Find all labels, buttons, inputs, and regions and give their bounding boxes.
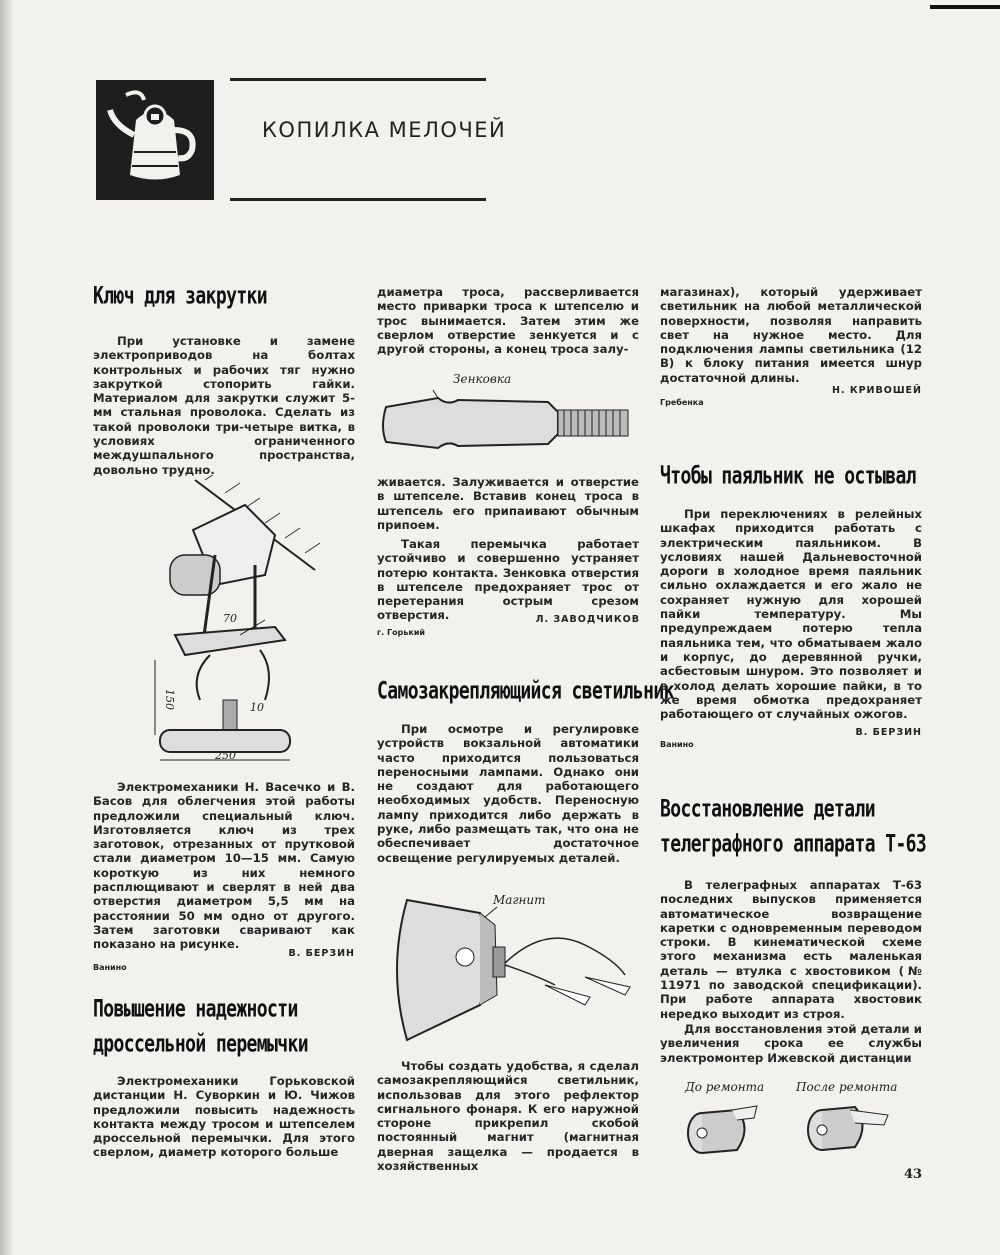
dimension-150: 150 xyxy=(163,689,176,710)
page-spine-shadow xyxy=(0,0,14,1255)
article-key-paragraph-1: При установке и замене электроприводов на болтах контрольных и рабочих тяг нужно закруткой стопорить гайки. Материалом для закрутки служит 5-мм стальная проволока. Сделать из такой проволоки три-четыре витка, в условиях ограниченного междушпального пространства, довольно трудно. xyxy=(93,334,355,477)
top-edge-mark xyxy=(930,5,1000,9)
article-jumper-paragraph-4: Такая перемычка работает устойчиво и совершенно устраняет потерю контакта. Зенковка отверстия в штепселе предохраняет трос от перетерания острым срезом отверстия. xyxy=(377,537,639,623)
article-title-jumper-line-1: Повышение надежности xyxy=(93,995,298,1024)
article-title-jumper-line-2: дроссельной перемычки xyxy=(93,1030,308,1059)
article-jumper-paragraph-3: живается. Залуживается и отверстие в штепселе. Вставив конец троса в штепсель его припаивают обычным припоем. xyxy=(377,475,639,532)
lamp-figure xyxy=(385,885,640,1055)
article-iron-paragraph-1: При переключениях в релейных шкафах приходится работать с электрическим паяльником. В условиях нашей Дальневосточной дороги в холодное время паяльник сильно охлаждается и его жало не сохраняет нужную для хорошей пайки температуру. Мы предупреждаем потерю тепла паяльника тем, что обматываем жало и корпус, до деревянной ручки, асбестовым шнуром. Это позволяет и в холод делать хорошие пайки, в то же время обмотка предохраняет работающего от случайных ожогов. xyxy=(660,507,922,722)
article-jumper-paragraph-1: Электромеханики Горьковской дистанции Н. Суворкин и Ю. Чижов предложили повысить надежность контакта между тросом и штепселем дроссельной перемычки. Для этого сверлом, диаметр которого больше xyxy=(93,1074,355,1160)
article-lamp-paragraph-3: магазинах), который удерживает светильник на любой металлической поверхности, позволяя направить свет на нужное место. Для подключения лампы светильника (12 В) к блоку питания имеется шнур достаточной длины. xyxy=(660,285,922,385)
article-key-paragraph-2: Электромеханики Н. Васечко и В. Басов для облегчения этой работы предложили специальный ключ. Изготовляется ключ из трех заготовок, отрезанных от прутковой стали диаметром 10—15 мм. Самую короткую из них немного расплющивают и сверлят в ней два отверстия диаметром 5,5 мм на расстоянии 50 мм одно от другого. Затем заготовки сваривают как показано на рисунке. xyxy=(93,780,355,952)
article-lamp-place: Гребенка xyxy=(660,398,704,407)
after-repair-label: После ремонта xyxy=(796,1080,898,1094)
article-lamp-author: Н. КРИВОШЕЙ xyxy=(831,385,922,396)
article-restore-paragraph-2: Для восстановления этой детали и увеличения срока ее службы электромонтер Ижевской дистанции xyxy=(660,1022,922,1065)
article-title-iron: Чтобы паяльник не остывал xyxy=(660,462,916,491)
article-jumper-paragraph-2: диаметра троса, рассверливается место приварки троса к штепселю и трос вынимается. Затем этим же сверлом отверстие зенкуется и с другой стороны, а конец троса залу- xyxy=(377,285,639,357)
article-key-author: В. БЕРЗИН xyxy=(288,948,355,959)
article-restore-paragraph-1: В телеграфных аппаратах Т-63 последних выпусков применяется автоматическое возвращение каретки с одновременным переводом строки. В кинематической схеме этого механизма есть маленькая деталь — втулка с хвостовиком (№ 11971 по заводской спецификации). При работе аппарата хвостовик нередко выходит из строя. xyxy=(660,878,922,1021)
bushing-after-figure xyxy=(800,1095,900,1155)
plug-figure xyxy=(378,372,640,462)
section-title: КОПИЛКА МЕЛОЧЕЙ xyxy=(262,118,507,142)
article-jumper-author: Л. ЗАВОДЧИКОВ xyxy=(535,614,640,625)
section-logo-teapot-icon xyxy=(96,80,214,200)
bushing-before-figure xyxy=(682,1098,782,1158)
dimension-70: 70 xyxy=(223,612,237,625)
dimension-250: 250 xyxy=(215,749,236,762)
page-number: 43 xyxy=(904,1167,923,1182)
article-iron-place: Ванино xyxy=(660,740,694,749)
article-title-restore-line-1: Восстановление детали xyxy=(660,795,875,824)
article-key-place: Ванино xyxy=(93,963,127,972)
article-title-restore-line-2: телеграфного аппарата Т-63 xyxy=(660,830,927,859)
before-repair-label: До ремонта xyxy=(685,1080,765,1094)
magnet-label: Магнит xyxy=(493,893,546,907)
header-rule-bottom xyxy=(230,198,486,201)
key-figure xyxy=(145,475,325,775)
article-lamp-paragraph-2: Чтобы создать удобства, я сделал самозакрепляющийся светильник, использовав для этого рефлектор сигнального фонаря. К его наружной стороне прикрепил скобой постоянный магнит (магнитная дверная защелка — продается в хозяйственных xyxy=(377,1059,639,1174)
article-title-lamp: Самозакрепляющийся светильник xyxy=(377,677,674,706)
article-jumper-place: г. Горький xyxy=(377,628,426,637)
dimension-10: 10 xyxy=(250,701,264,714)
article-lamp-paragraph-1: При осмотре и регулировке устройств вокзальной автоматики часто приходится пользоваться переносными лампами. Однако они не создают для работающего необходимых удобств. Переносную лампу приходится либо держать в руке, либо размещать так, что она не обеспечивает достаточное освещение регулируемых деталей. xyxy=(377,722,639,865)
countersink-label: Зенковка xyxy=(453,372,512,386)
header-rule-top xyxy=(230,78,486,81)
article-iron-author: В. БЕРЗИН xyxy=(855,727,922,738)
article-title-key: Ключ для закрутки xyxy=(93,282,268,311)
